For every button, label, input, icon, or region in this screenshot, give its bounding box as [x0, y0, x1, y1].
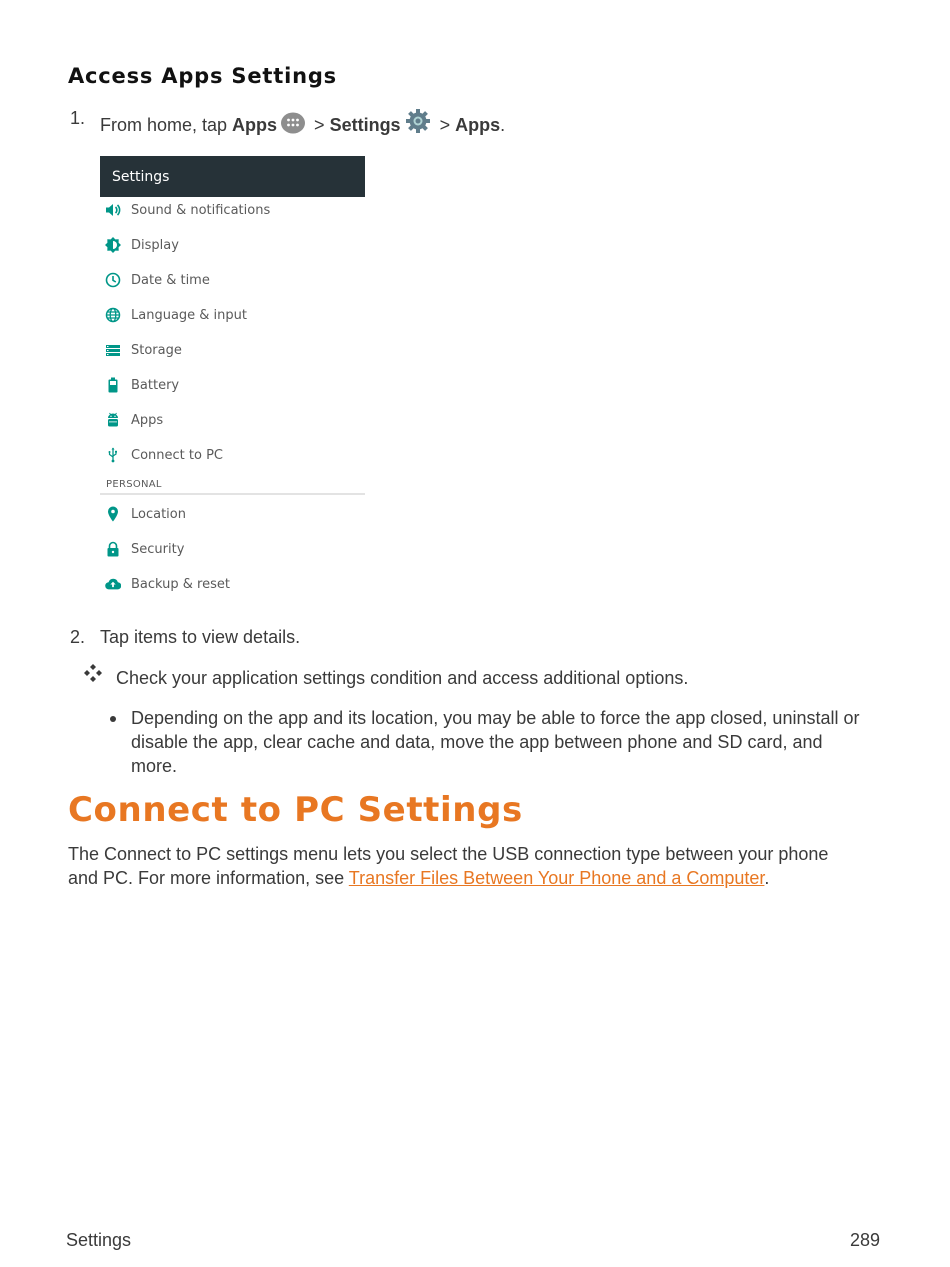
body-line-2: and PC. For more information, see Transfer Files Between Your Phone and a Computer. [68, 868, 770, 888]
location-pin-icon [105, 506, 121, 522]
usb-icon [105, 447, 121, 463]
dot-bullet-line-1: Depending on the app and its location, you may be able to force the app closed, uninstall or [131, 708, 860, 728]
gear-icon [405, 108, 431, 139]
android-icon [105, 412, 121, 428]
settings-item-date-time[interactable]: Date & time [100, 268, 365, 292]
battery-icon [105, 377, 121, 393]
step-number: 1. [70, 108, 86, 128]
step-1-text: From home, tap Apps > Settings > Apps. [100, 108, 505, 139]
settings-item-display[interactable]: Display [100, 233, 365, 257]
footer-section-name: Settings [66, 1230, 132, 1250]
main-heading: Connect to PC Settings [68, 790, 523, 830]
section-heading: Access Apps Settings [68, 64, 337, 88]
volume-icon [105, 202, 121, 218]
settings-item-apps[interactable]: Apps [100, 408, 365, 432]
personal-section-label: PERSONAL [106, 479, 162, 490]
settings-label: Settings [329, 115, 401, 135]
bullet-dot [110, 716, 116, 722]
settings-item-storage[interactable]: Storage [100, 338, 365, 362]
diamond-bullet-icon [84, 664, 102, 687]
storage-icon [105, 342, 121, 358]
diamond-bullet-text: Check your application settings condition and access additional options. [116, 668, 689, 688]
cloud-upload-icon [105, 576, 121, 592]
settings-item-backup[interactable]: Backup & reset [100, 572, 365, 596]
apps-label: Apps [232, 115, 278, 135]
settings-item-language[interactable]: Language & input [100, 303, 365, 327]
dot-bullet-line-2: disable the app, clear cache and data, move the app between phone and SD card, and [131, 732, 823, 752]
apps-grid-icon [281, 112, 305, 139]
clock-icon [105, 272, 121, 288]
settings-item-connect-pc[interactable]: Connect to PC [100, 443, 365, 467]
dot-bullet-line-3: more. [131, 756, 178, 776]
step-number: 2. [70, 627, 86, 647]
settings-item-location[interactable]: Location [100, 502, 365, 526]
settings-item-sound[interactable]: Sound & notifications [100, 198, 365, 222]
settings-screenshot [100, 156, 365, 602]
body-line-1: The Connect to PC settings menu lets you select the USB connection type between your phone [68, 844, 829, 864]
globe-icon [105, 307, 121, 323]
brightness-icon [105, 237, 121, 253]
apps-final-label: Apps [455, 115, 501, 135]
step-2-text: Tap items to view details. [100, 627, 301, 647]
settings-item-security[interactable]: Security [100, 537, 365, 561]
page-number: 289 [849, 1230, 880, 1250]
settings-item-battery[interactable]: Battery [100, 373, 365, 397]
section-divider [100, 493, 365, 495]
lock-icon [105, 541, 121, 557]
settings-header: Settings [100, 156, 365, 197]
transfer-files-link[interactable]: Transfer Files Between Your Phone and a Computer [348, 868, 765, 888]
